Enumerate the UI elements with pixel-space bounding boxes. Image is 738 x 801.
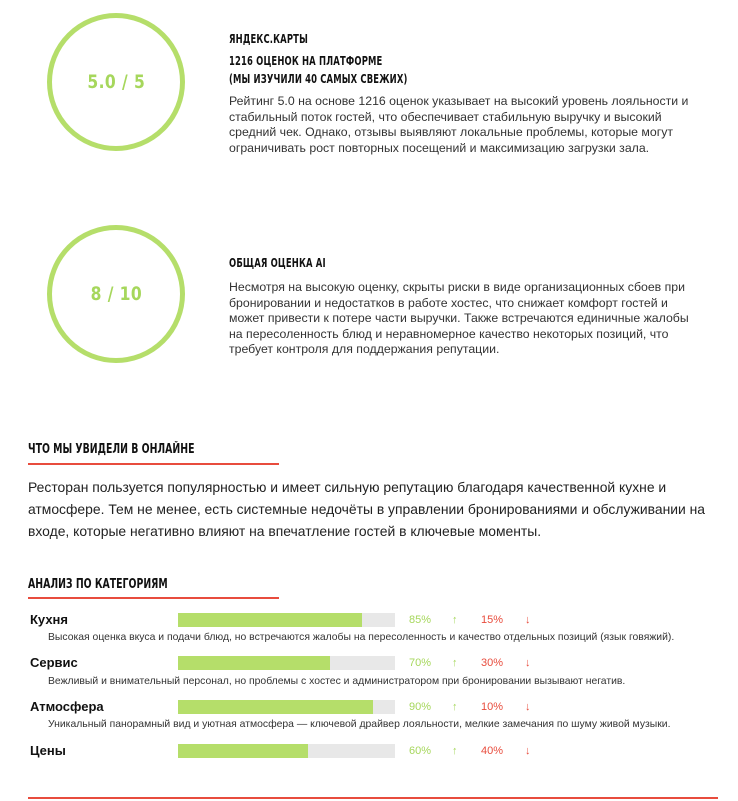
score-circle-yandex <box>47 13 185 151</box>
category-bar-fill <box>178 656 330 670</box>
category-bar <box>178 744 395 758</box>
category-bar <box>178 656 395 670</box>
arrow-up-icon: ↑ <box>452 657 458 669</box>
score-value: 5.0 / 5 <box>87 71 145 93</box>
positive-percent: 85% <box>409 614 432 626</box>
score-block-yandex <box>229 30 689 156</box>
arrow-down-icon: ↓ <box>525 657 531 669</box>
positive-percent: 60% <box>409 745 432 757</box>
negative-percent: 30% <box>481 657 504 669</box>
category-name: Кухня <box>30 612 68 627</box>
section-title-online: ЧТО МЫ УВИДЕЛИ В ОНЛАЙНЕ <box>28 442 195 457</box>
score-value: 8 / 10 <box>90 283 142 305</box>
score-subtitle-note: (МЫ ИЗУЧИЛИ 40 САМЫХ СВЕЖИХ) <box>229 72 408 86</box>
score-subtitle: 1216 ОЦЕНОК НА ПЛАТФОРМЕ <box>229 54 383 68</box>
category-bar-fill <box>178 744 308 758</box>
category-bar-fill <box>178 613 362 627</box>
score-description: Рейтинг 5.0 на основе 1216 оценок указывает на высокий уровень лояльности и стабильный поток гостей, что обеспечивает стабильную выручку и высокий средний чек. Однако, отзывы выявляют локальные проблемы, которые могут ограничивать рост повторных посещений и максимизацию загрузки зала. <box>229 94 689 155</box>
section-title-analysis: АНАЛИЗ ПО КАТЕГОРИЯМ <box>28 577 168 592</box>
arrow-up-icon: ↑ <box>452 745 458 757</box>
category-name: Цены <box>30 743 66 758</box>
score-source: ОБЩАЯ ОЦЕНКА AI <box>229 256 326 270</box>
negative-percent: 15% <box>481 614 504 626</box>
category-name: Сервис <box>30 655 78 670</box>
category-name: Атмосфера <box>30 699 104 714</box>
section-underline <box>28 463 279 465</box>
negative-percent: 40% <box>481 745 504 757</box>
online-summary: Ресторан пользуется популярностью и имеет сильную репутацию благодаря качественной кухне и атмосфере. Тем не менее, есть системные недочёты в управлении бронированиями и обслуживании на входе, которые негативно влияют на впечатление гостей в ключевые моменты. <box>28 479 706 539</box>
score-description: Несмотря на высокую оценку, скрыты риски в виде организационных сбоев при бронировании и недостатков в работе хостес, что снижает комфорт гостей и может привести к потере части выручки. Также встречаются единичные жалобы на пересоленность блюд и неравномерное качество некоторых позиций, что требует контроля для поддержания репутации. <box>229 280 689 356</box>
score-source: ЯНДЕКС.КАРТЫ <box>229 32 308 46</box>
arrow-down-icon: ↓ <box>525 614 531 626</box>
arrow-down-icon: ↓ <box>525 701 531 713</box>
positive-percent: 70% <box>409 657 432 669</box>
score-circle-ai <box>47 225 185 363</box>
category-description: Высокая оценка вкуса и подачи блюд, но встречаются жалобы на пересоленность и качество отдельных позиций (язык говяжий). <box>48 632 675 643</box>
arrow-up-icon: ↑ <box>452 614 458 626</box>
category-description: Уникальный панорамный вид и уютная атмосфера — ключевой драйвер лояльности, мелкие замечания по шуму живой музыки. <box>48 719 671 730</box>
category-description: Вежливый и внимательный персонал, но проблемы с хостес и администратором при бронировании вызывают негатив. <box>48 676 626 687</box>
score-block-ai <box>229 254 689 358</box>
category-bar <box>178 613 395 627</box>
category-bar-fill <box>178 700 373 714</box>
section-underline <box>28 597 279 599</box>
negative-percent: 10% <box>481 701 504 713</box>
arrow-down-icon: ↓ <box>525 745 531 757</box>
footer-divider <box>28 797 718 799</box>
category-bar <box>178 700 395 714</box>
arrow-up-icon: ↑ <box>452 701 458 713</box>
positive-percent: 90% <box>409 701 432 713</box>
